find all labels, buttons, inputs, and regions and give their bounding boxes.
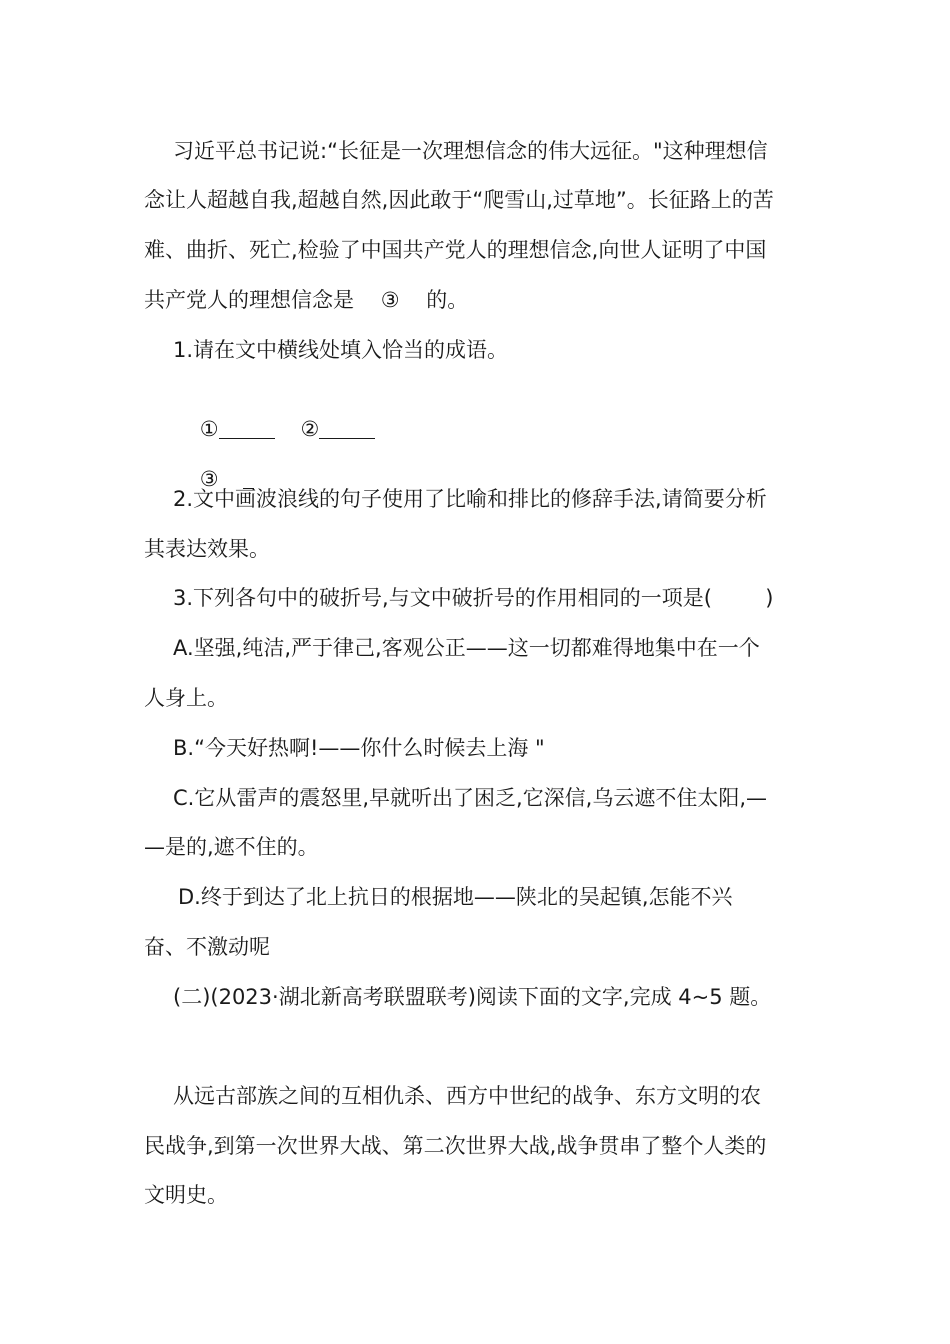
- passage1-line-1: 习近平总书记说:“长征是一次理想信念的伟大远征。"这种理想信: [173, 139, 768, 163]
- blank-3-label: ③: [199, 467, 219, 491]
- question-2-line-1: 2.文中画波浪线的句子使用了比喻和排比的修辞手法,请简要分析: [173, 487, 767, 511]
- question-1-prompt: 1.请在文中横线处填入恰当的成语。: [173, 338, 509, 362]
- passage1-line-3: 难、曲折、死亡,检验了中国共产党人的理想信念,向世人证明了中国: [144, 238, 767, 262]
- passage1-line-4: 共产党人的理想信念是 ③ 的。: [144, 288, 469, 312]
- passage2-line-3: 文明史。: [144, 1183, 228, 1207]
- option-c-line-2: —是的,遮不住的。: [144, 835, 319, 859]
- option-d-line-1: D.终于到达了北上抗日的根据地——陕北的吴起镇,怎能不兴: [178, 885, 733, 909]
- question-2-line-2: 其表达效果。: [144, 537, 270, 561]
- passage1-line-2: 念让人超越自我,超越自然,因此敢于“爬雪山,过草地”。长征路上的苦: [144, 188, 774, 212]
- question-3-prompt: 3.下列各句中的破折号,与文中破折号的作用相同的一项是( ): [173, 586, 774, 610]
- option-c-line-1: C.它从雷声的震怒里,早就听出了困乏,它深信,乌云遮不住太阳,—: [173, 786, 768, 810]
- blank-2-label: ②: [300, 417, 320, 441]
- passage2-line-1: 从远古部族之间的互相仇杀、西方中世纪的战争、东方文明的农: [173, 1084, 761, 1108]
- option-a-line-1: A.坚强,纯洁,严于律己,客观公正——这一切都难得地集中在一个: [173, 636, 760, 660]
- passage2-line-2: 民战争,到第一次世界大战、第二次世界大战,战争贯串了整个人类的: [144, 1134, 767, 1158]
- answer-blank-2[interactable]: [319, 416, 375, 439]
- question-1-blank-3-row: [173, 434, 254, 491]
- blank-1-label: ①: [199, 417, 219, 441]
- option-b: B.“今天好热啊!——你什么时候去上海 ": [173, 736, 545, 760]
- section-2-heading: (二)(2023·湖北新高考联盟联考)阅读下面的文字,完成 4~5 题。: [173, 985, 772, 1009]
- question-1-blanks-row: [173, 384, 375, 441]
- option-d-line-2: 奋、不激动呢: [144, 935, 270, 959]
- option-a-line-2: 人身上。: [144, 686, 228, 710]
